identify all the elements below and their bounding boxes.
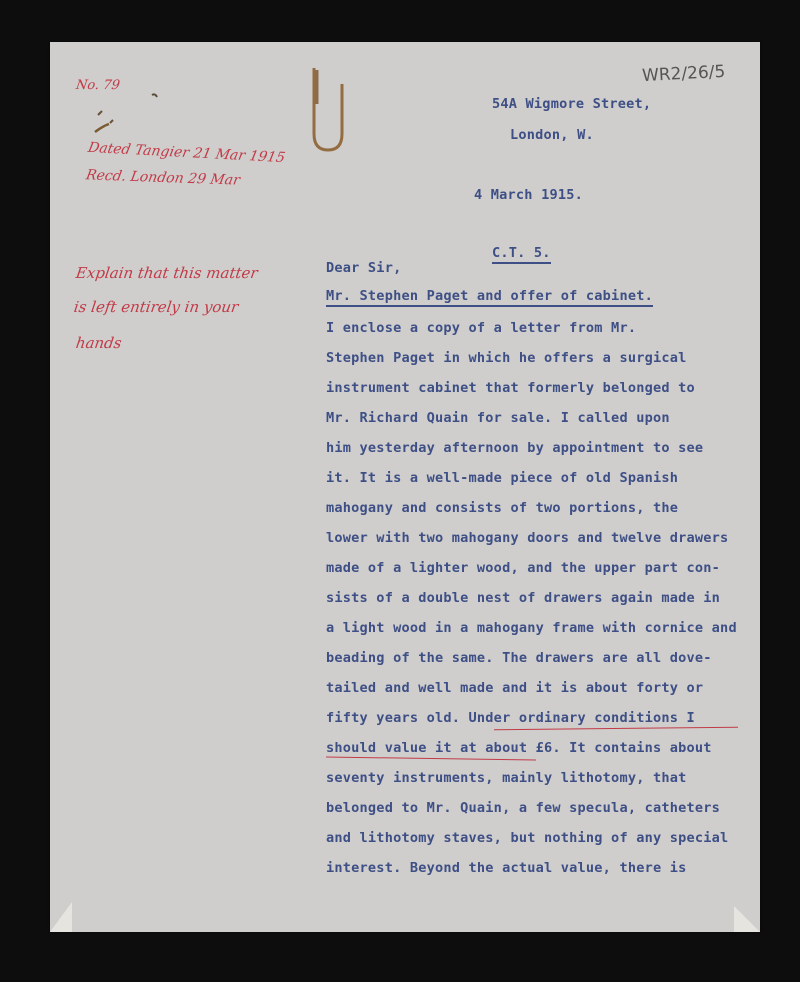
salutation: Dear Sir,	[326, 260, 402, 276]
body-line: tailed and well made and it is about forty or	[326, 680, 704, 696]
body-line: interest. Beyond the actual value, there is	[326, 860, 687, 876]
margin-instruction-line-1: Explain that this matter	[74, 264, 259, 282]
body-line: belonged to Mr. Quain, a few specula, catheters	[326, 800, 721, 816]
body-line: fifty years old. Under ordinary conditions I	[326, 710, 695, 726]
body-line: instrument cabinet that formerly belonged to	[326, 380, 695, 396]
folded-corner	[734, 906, 760, 932]
body-line: Mr. Richard Quain for sale. I called upon	[326, 410, 670, 426]
margin-note-number: No. 79	[74, 78, 121, 93]
address-line-1: 54A Wigmore Street,	[492, 96, 652, 112]
address-line-2: London, W.	[510, 127, 594, 143]
body-line: lower with two mahogany doors and twelve drawers	[326, 530, 729, 546]
archive-reference: WR2/26/5	[641, 61, 726, 87]
body-line: him yesterday afternoon by appointment to see	[326, 440, 704, 456]
body-line: I enclose a copy of a letter from Mr.	[326, 320, 637, 336]
body-line: mahogany and consists of two portions, the	[326, 500, 679, 516]
letter-reference: C.T. 5.	[492, 245, 551, 264]
margin-instruction-line-2: is left entirely in your	[72, 298, 240, 316]
body-line: beading of the same. The drawers are all dove-	[326, 650, 712, 666]
pin-holes	[90, 87, 180, 147]
red-underline	[494, 727, 738, 731]
margin-instruction-line-3: hands	[74, 334, 123, 352]
body-line: made of a lighter wood, and the upper part con-	[326, 560, 721, 576]
margin-note-dated: Dated Tangier 21 Mar 1915	[86, 139, 287, 167]
body-line: seventy instruments, mainly lithotomy, that	[326, 770, 687, 786]
letter-subject: Mr. Stephen Paget and offer of cabinet.	[326, 288, 653, 307]
red-underline	[326, 757, 536, 761]
body-line: should value it at about £6. It contains about	[326, 740, 712, 756]
margin-note-received: Recd. London 29 Mar	[84, 167, 242, 189]
letter-date: 4 March 1915.	[474, 187, 583, 203]
folded-corner	[50, 902, 72, 932]
body-line: and lithotomy staves, but nothing of any special	[326, 830, 729, 846]
body-line: Stephen Paget in which he offers a surgical	[326, 350, 687, 366]
body-line: it. It is a well-made piece of old Spanish	[326, 470, 679, 486]
body-line: sists of a double nest of drawers again made in	[326, 590, 721, 606]
letter-page	[50, 42, 760, 932]
paperclip-stain-icon	[308, 64, 348, 156]
body-line: a light wood in a mahogany frame with cornice and	[326, 620, 737, 636]
